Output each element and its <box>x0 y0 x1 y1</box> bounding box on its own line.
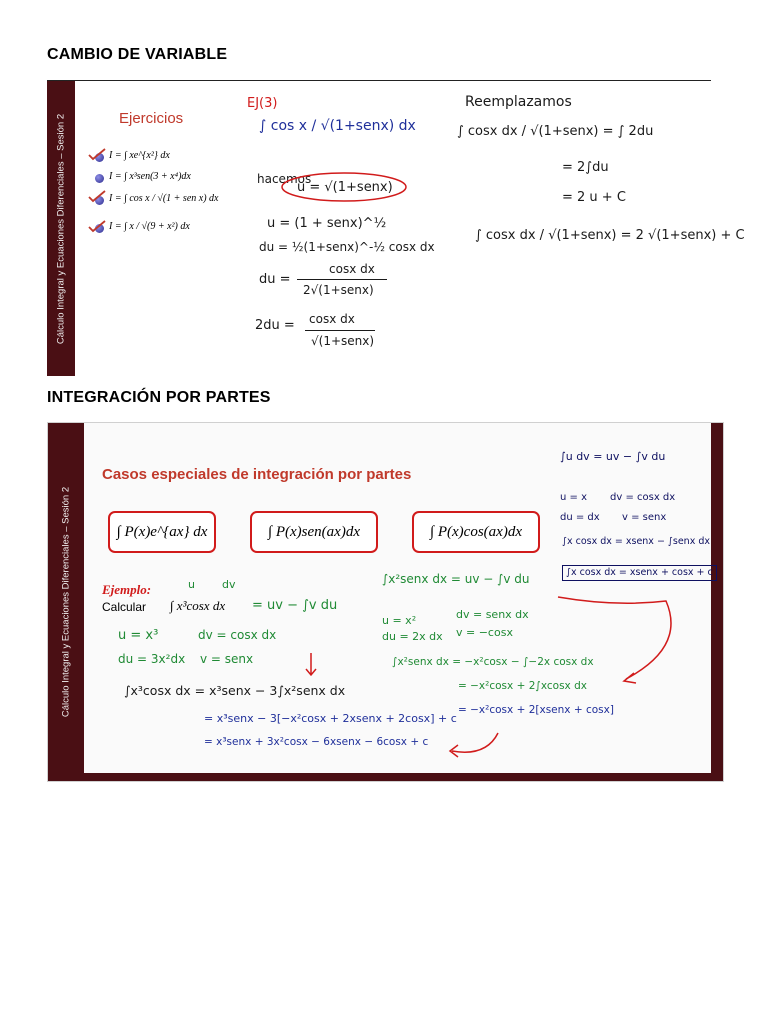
solution-step-2: = x³senx − 3[−x²cosx + 2xsenx + 2cosx] + c <box>204 712 457 725</box>
exercise-4: I = ∫ x / √(9 + x²) dx <box>109 221 190 232</box>
example-integral: ∫ x³cosx dx <box>170 598 226 613</box>
du-denominator: 2√(1+senx) <box>303 283 374 297</box>
two-du-denominator: √(1+senx) <box>311 334 375 348</box>
exercise-1: I = ∫ xe^{x²} dx <box>109 150 170 161</box>
uv-formula: = uv − ∫v du <box>252 598 338 613</box>
slide-integracion-por-partes <box>47 422 724 782</box>
du-eq: du = 3x²dx <box>118 652 186 666</box>
slide-cambio-de-variable <box>47 80 745 376</box>
arrow-icon <box>556 587 686 687</box>
hacemos-label: hacemos <box>257 172 312 186</box>
case-box-exponential: ∫ P(x)e^{ax} dx <box>108 511 216 553</box>
mid-u-eq: u = x² <box>382 614 417 627</box>
mid-step-3: = −x²cosx + 2[xsenx + cosx] <box>458 704 614 716</box>
slide-bottom-bar <box>48 773 723 781</box>
v-eq: v = senx <box>200 652 254 666</box>
down-arrow-icon <box>304 653 318 679</box>
replace-final: ∫ cosx dx / √(1+senx) = 2 √(1+senx) + C <box>475 228 745 243</box>
u-definition: u = √(1+senx) <box>297 180 393 195</box>
right-u-eq: u = x <box>560 492 587 503</box>
slide-title: Casos especiales de integración por partes <box>102 466 412 483</box>
checkmark-icons <box>87 147 109 243</box>
sidebar-caption: Cálculo Integral y Ecuaciones Diferenciales – Sesión 2 <box>60 486 72 718</box>
section-heading-cambio-de-variable: CAMBIO DE VARIABLE <box>47 46 228 63</box>
mid-step-1: ∫x²senx dx = −x²cosx − ∫−2x cosx dx <box>392 656 594 668</box>
reemplazamos-label: Reemplazamos <box>465 94 572 110</box>
dv-annotation: dv <box>222 578 236 591</box>
ejemplo-label: Ejemplo: <box>102 582 152 597</box>
slide-sidebar <box>48 423 84 781</box>
mid-step-2: = −x²cosx + 2∫xcosx dx <box>458 680 587 692</box>
integral-statement: ∫ cos x / √(1+senx) dx <box>259 118 416 134</box>
calcular-label: Calcular <box>102 600 147 614</box>
right-step-2: ∫x cosx dx = xsenx + cosx + c <box>562 565 717 581</box>
solution-step-1: ∫x³cosx dx = x³senx − 3∫x²senx dx <box>124 683 346 698</box>
solution-step-3: = x³senx + 3x²cosx − 6xsenx − 6cosx + c <box>204 736 429 748</box>
two-du-numerator: cosx dx <box>309 312 355 326</box>
u-eq: u = x³ <box>118 628 159 643</box>
replace-step-2: = 2∫du <box>562 160 609 175</box>
case-box-cosine: ∫ P(x)cos(ax)dx <box>412 511 540 553</box>
u-annotation: u <box>188 578 195 591</box>
du-lhs: du = <box>259 272 291 287</box>
mid-dv-eq: dv = senx dx <box>456 608 529 621</box>
exercise-3: I = ∫ cos x / √(1 + sen x) dx <box>109 193 219 204</box>
mid-integral: ∫x²senx dx = uv − ∫v du <box>382 572 530 586</box>
slide-right-bar <box>711 423 723 781</box>
right-dv-eq: dv = cosx dx <box>610 492 676 503</box>
dv-eq: dv = cosx dx <box>198 628 277 642</box>
ej-label: EJ(3) <box>247 96 278 111</box>
right-v-eq: v = senx <box>622 512 667 523</box>
right-du-eq: du = dx <box>560 512 600 523</box>
replace-step-1: ∫ cosx dx / √(1+senx) = ∫ 2du <box>457 124 654 139</box>
section-heading-integracion-por-partes: INTEGRACIÓN POR PARTES <box>47 389 271 406</box>
mid-du-eq: du = 2x dx <box>382 630 443 643</box>
case-box-sine: ∫ P(x)sen(ax)dx <box>250 511 378 553</box>
mid-v-eq: v = −cosx <box>456 626 513 639</box>
two-du-lhs: 2du = <box>255 318 295 333</box>
back-arrow-icon <box>446 729 502 759</box>
fraction-bar <box>305 330 375 331</box>
du-line: du = ½(1+senx)^-½ cosx dx <box>259 240 435 254</box>
ejercicios-title: Ejercicios <box>119 110 184 127</box>
slide-sidebar <box>47 81 75 376</box>
du-numerator: cosx dx <box>329 262 375 276</box>
by-parts-formula: ∫u dv = uv − ∫v du <box>560 450 666 463</box>
replace-step-3: = 2 u + C <box>562 190 626 205</box>
u-power: u = (1 + senx)^½ <box>267 216 387 231</box>
fraction-bar <box>297 279 387 280</box>
sidebar-caption: Cálculo Integral y Ecuaciones Diferenciales – Sesión 2 <box>55 113 67 344</box>
exercise-2: I = ∫ x³sen(3 + x⁴)dx <box>109 171 191 182</box>
right-step-1: ∫x cosx dx = xsenx − ∫senx dx <box>562 536 710 547</box>
